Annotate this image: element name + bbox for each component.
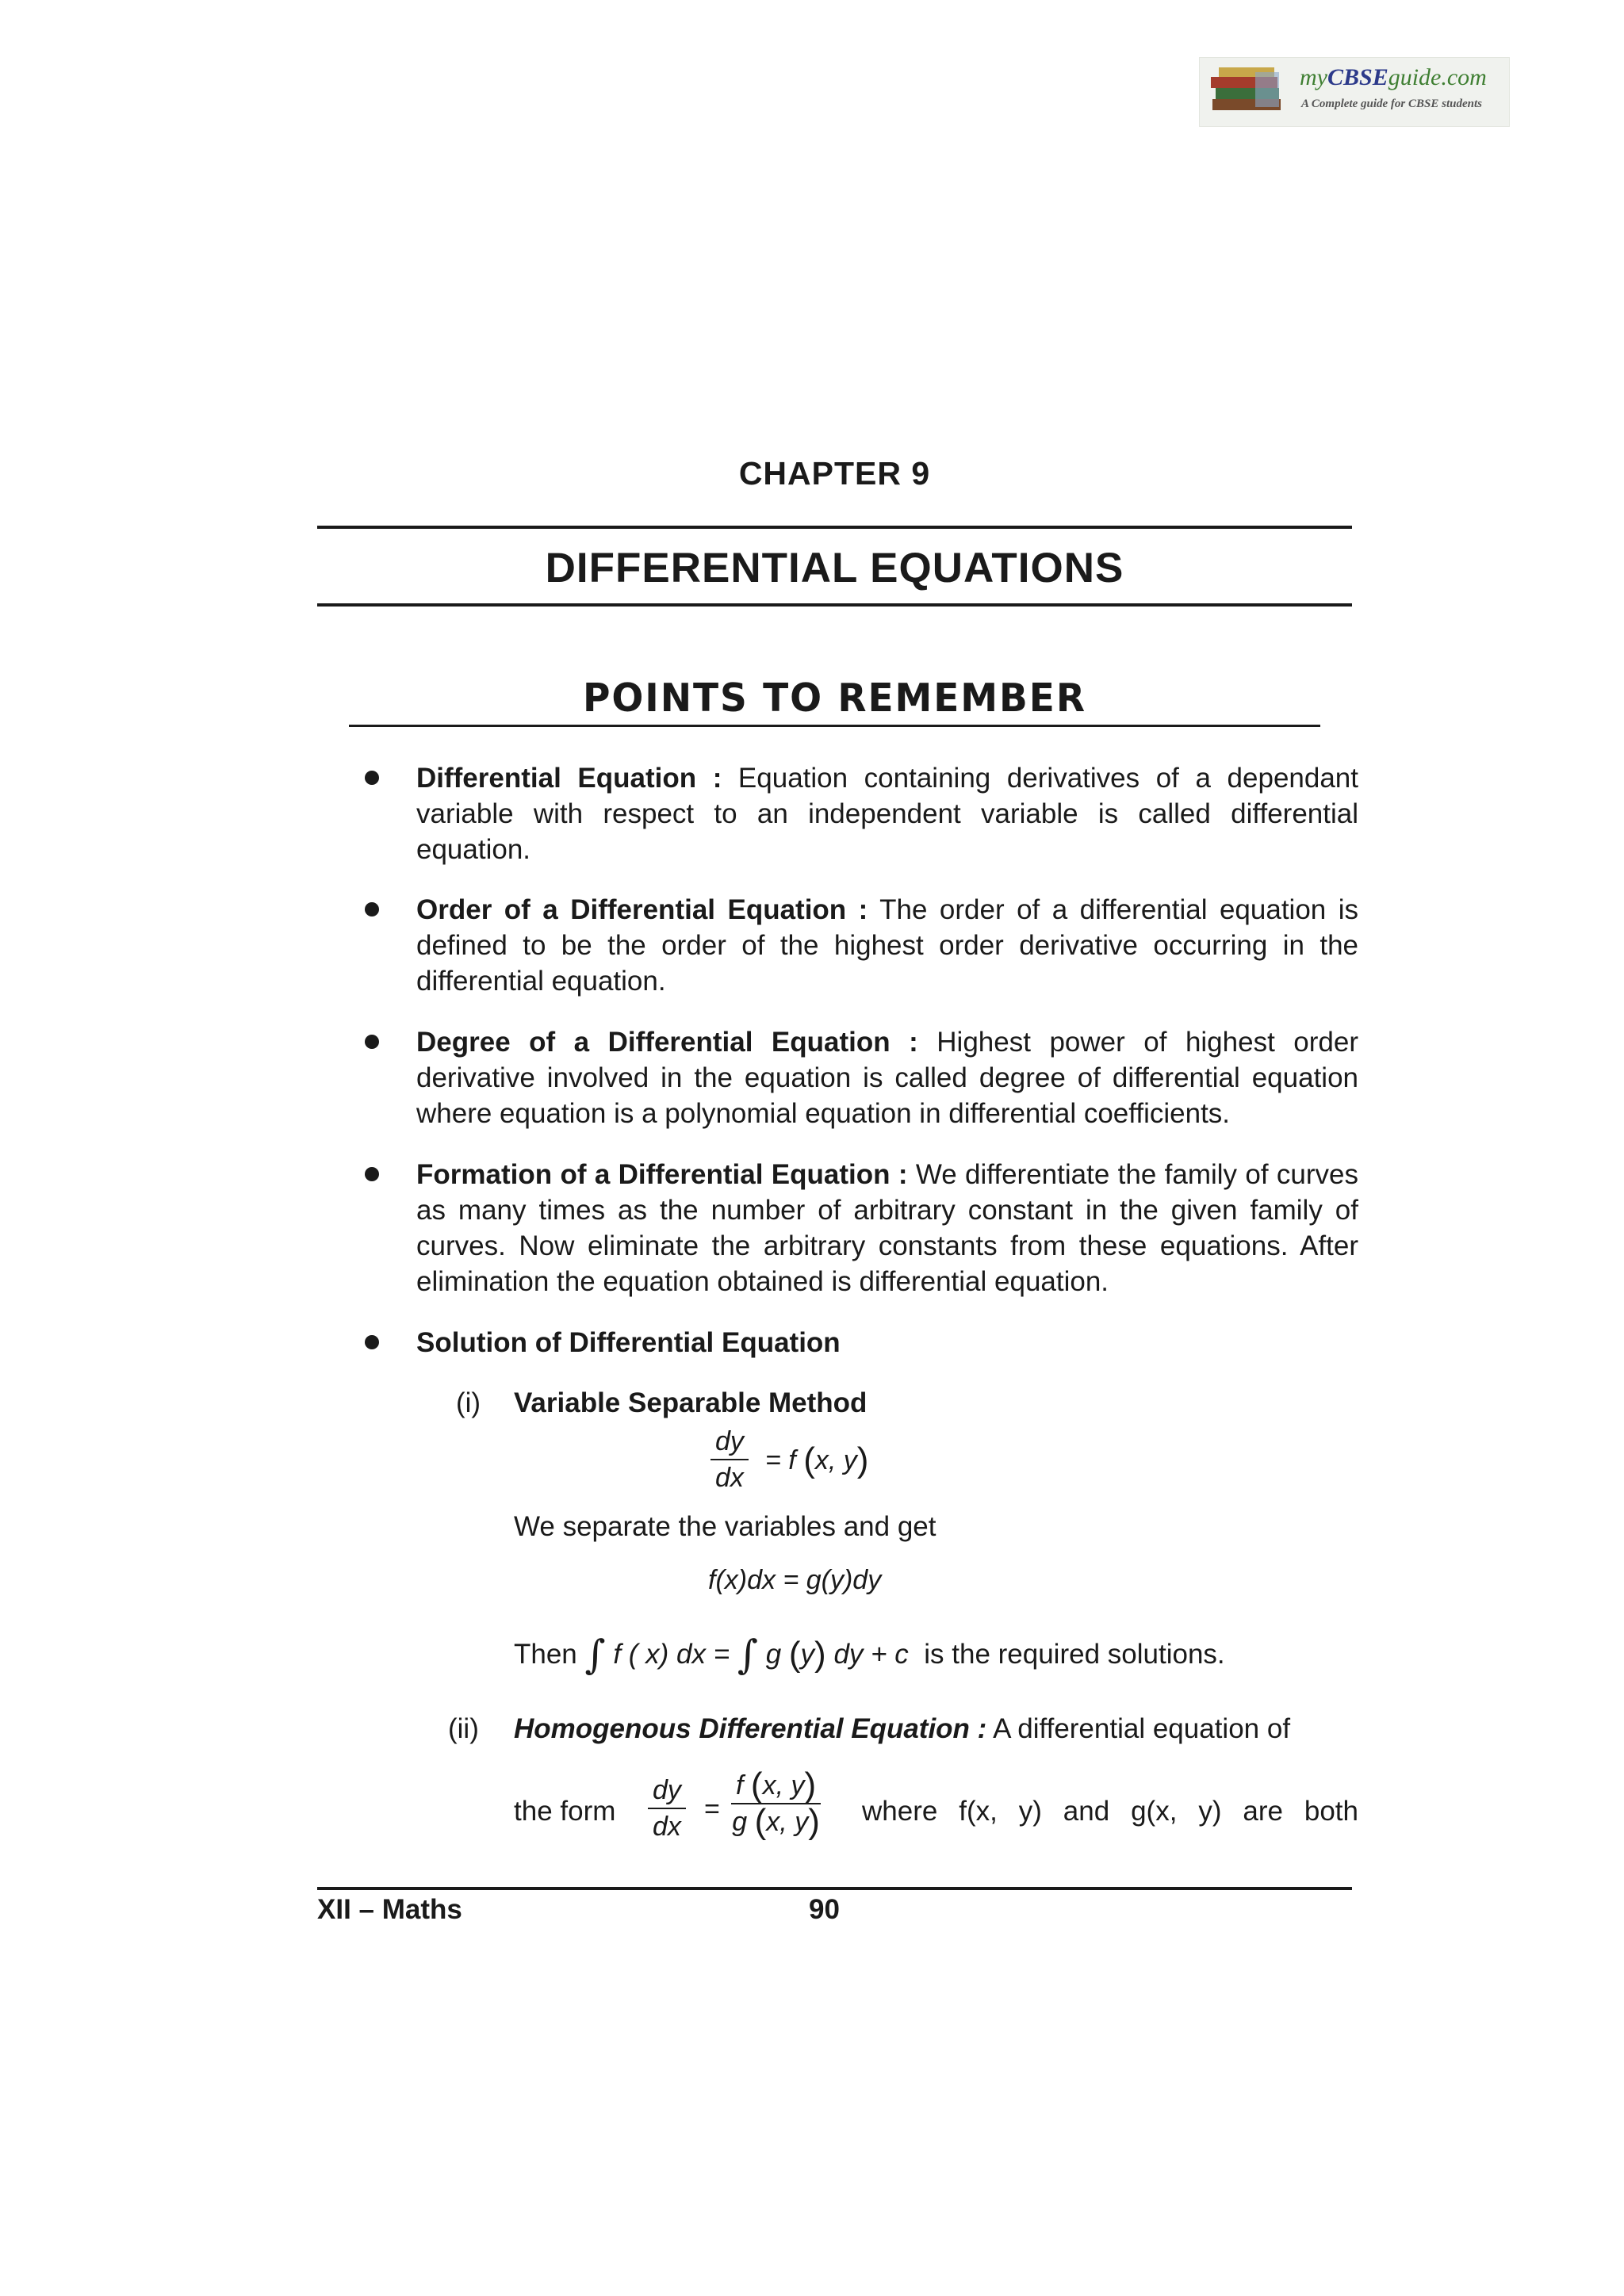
form-tail-text: where f(x, y) and g(x, y) are both xyxy=(862,1796,1358,1827)
point-text: Highest power of highest order derivative involved in the equation is called degree of differential equation where equation is a polynomial equation in differential coefficients. xyxy=(416,1027,1358,1129)
point-term: Order of a Differential Equation : xyxy=(416,894,868,925)
equation-rhs: = f (x, y) xyxy=(765,1441,869,1479)
method-heading-variable-separable: Variable Separable Method xyxy=(514,1387,868,1418)
separated-equation: f(x)dx = g(y)dy xyxy=(708,1565,882,1595)
fraction-dy-dx: $\frac{dy}{dx}$ xyxy=(710,1424,749,1495)
chapter-label: CHAPTER 9 xyxy=(738,455,931,492)
bullet-icon xyxy=(365,1035,379,1049)
form-label: the form xyxy=(514,1796,616,1827)
bullet-icon xyxy=(365,902,379,916)
chapter-title: DIFFERENTIAL EQUATIONS xyxy=(545,545,1124,591)
title-top-rule xyxy=(317,526,1352,529)
point-term: Solution of Differential Equation xyxy=(416,1327,841,1358)
integral-solution-line: Then ∫ f ( x) dx = ∫ g (y) dy + c is the required solutions. xyxy=(514,1632,1225,1678)
point-term: Differential Equation : xyxy=(416,763,722,794)
point-text: We differentiate the family of curves as many times as the number of arbitrary constant in the given family of curves. Now eliminate the arbitrary constants from these equations. After elimination the equation obtained is differential equation. xyxy=(416,1159,1358,1297)
title-bottom-rule xyxy=(317,603,1352,607)
fraction-dy-dx-hom: $\frac{dy}{dx}$ xyxy=(648,1773,686,1844)
point-solution xyxy=(416,1325,1358,1360)
point-text: The order of a differential equation is defined to be the order of the highest order derivative occurring in the differential equation. xyxy=(416,894,1358,997)
method-heading-homogenous: Homogenous Differential Equation : A differential equation of xyxy=(514,1713,1291,1744)
method-numeral-i: (i) xyxy=(456,1387,481,1418)
mycbseguide-logo xyxy=(1199,57,1510,127)
point-degree xyxy=(416,1024,1358,1131)
point-term: Degree of a Differential Equation : xyxy=(416,1027,918,1058)
point-formation xyxy=(416,1157,1358,1299)
logo-tagline: A Complete guide for CBSE students xyxy=(1301,98,1482,110)
section-heading: POINTS TO REMEMBER xyxy=(582,675,1087,721)
bullet-icon xyxy=(365,1167,379,1181)
footer-rule xyxy=(317,1887,1352,1890)
point-term: Formation of a Differential Equation : xyxy=(416,1159,908,1190)
section-heading-rule xyxy=(349,725,1320,727)
equals-sign: = xyxy=(704,1794,720,1824)
point-text: Equation containing derivatives of a dependant variable with respect to an independent variable is called differential equation. xyxy=(416,763,1358,865)
separate-variables-text: We separate the variables and get xyxy=(514,1511,936,1542)
page-number: 90 xyxy=(809,1894,840,1925)
bullet-icon xyxy=(365,1335,379,1349)
fraction-f-over-g: $\frac{f (x, y)}{g (x, y)}$ xyxy=(732,1766,820,1841)
logo-brand-text: myCBSEguide.com xyxy=(1300,64,1487,90)
books-logo-icon xyxy=(1208,64,1295,120)
point-differential-equation xyxy=(416,760,1358,867)
point-order xyxy=(416,892,1358,999)
footer-subject: XII – Maths xyxy=(317,1894,462,1925)
bullet-icon xyxy=(365,771,379,785)
method-numeral-ii: (ii) xyxy=(448,1713,479,1744)
